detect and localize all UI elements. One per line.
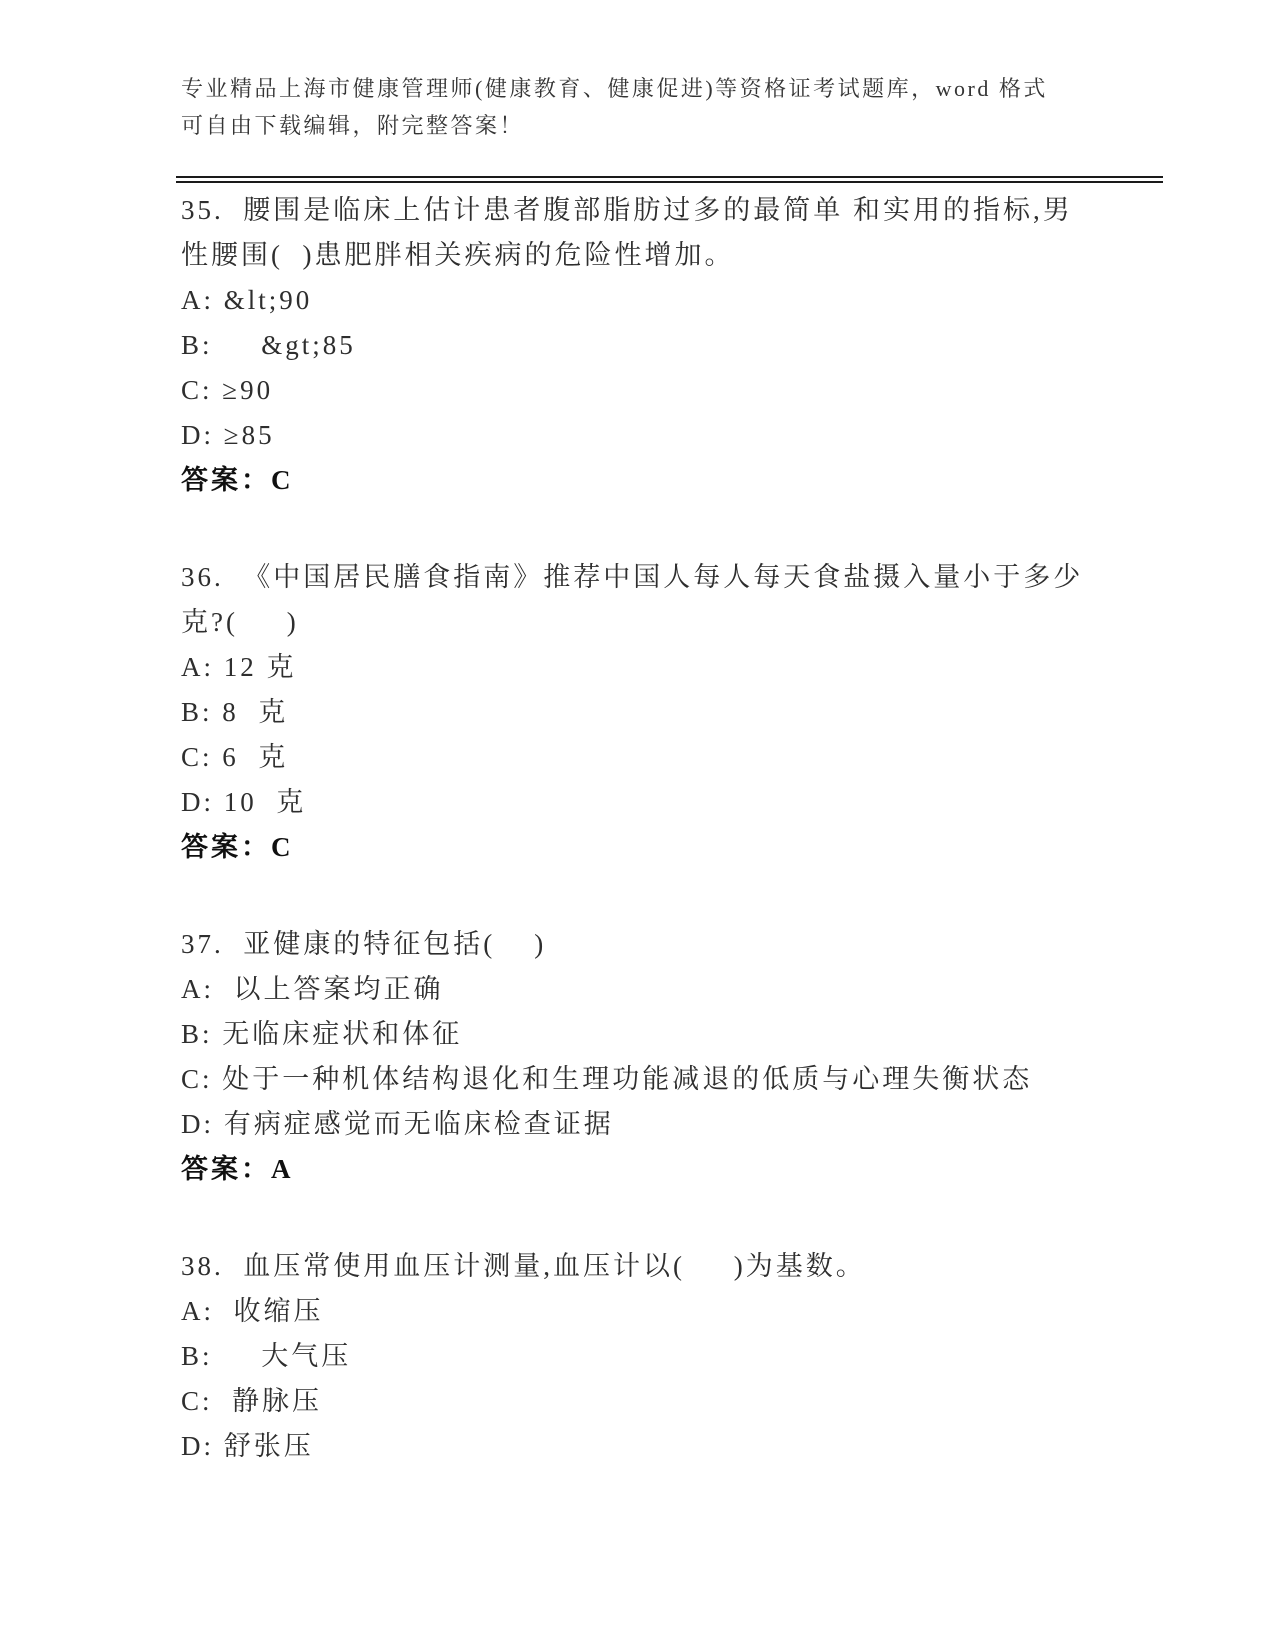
option-line: C: 静脉压 xyxy=(181,1386,323,1416)
question-title-line: 37. 亚健康的特征包括( ) xyxy=(181,929,547,959)
option-line: A: 以上答案均正确 xyxy=(181,974,444,1004)
answer-value: C xyxy=(271,832,294,862)
question-block-36 xyxy=(181,555,1141,870)
question-block-38 xyxy=(181,1244,1141,1469)
option-line: D: 有病症感觉而无临床检查证据 xyxy=(181,1109,614,1139)
option-line: B: 无临床症状和体征 xyxy=(181,1019,463,1049)
option-line: C: 6 克 xyxy=(181,742,289,772)
header-line-1: 专业精品上海市健康管理师(健康教育、健康促进)等资格证考试题库，word 格式 xyxy=(181,76,1048,101)
option-line: A: &lt;90 xyxy=(181,285,313,315)
answer-line xyxy=(181,458,1141,503)
option-line: D: 舒张压 xyxy=(181,1431,314,1461)
option-line: D: ≥85 xyxy=(181,420,275,450)
question-block-35 xyxy=(181,188,1141,503)
question-block-37 xyxy=(181,922,1141,1192)
answer-line xyxy=(181,1147,1141,1192)
page-header xyxy=(181,70,1121,144)
option-line: B: 大气压 xyxy=(181,1341,352,1371)
option-line: B: 8 克 xyxy=(181,697,289,727)
option-line: C: 处于一种机体结构退化和生理功能减退的低质与心理失衡状态 xyxy=(181,1064,1033,1094)
header-line-2: 可自由下载编辑，附完整答案！ xyxy=(181,113,525,138)
answer-line xyxy=(181,825,1141,870)
option-line: D: 10 克 xyxy=(181,787,307,817)
answer-value: A xyxy=(271,1154,294,1184)
question-title-line: 克?( ) xyxy=(181,607,299,637)
answer-value: C xyxy=(271,465,294,495)
answer-label: 答案： xyxy=(181,465,271,495)
question-title-line: 35. 腰围是临床上估计患者腹部脂肪过多的最简单 和实用的指标,男 xyxy=(181,195,1073,225)
question-title-line: 性腰围( )患肥胖相关疾病的危险性增加。 xyxy=(181,240,735,270)
header-rule xyxy=(176,176,1163,183)
option-line: A: 收缩压 xyxy=(181,1296,324,1326)
answer-label: 答案： xyxy=(181,1154,271,1184)
option-line: C: ≥90 xyxy=(181,375,274,405)
option-line: A: 12 克 xyxy=(181,652,297,682)
question-title-line: 38. 血压常使用血压计测量,血压计以( )为基数。 xyxy=(181,1251,866,1281)
answer-label: 答案： xyxy=(181,832,271,862)
option-line: B: &gt;85 xyxy=(181,330,356,360)
question-title-line: 36. 《中国居民膳食指南》推荐中国人每人每天食盐摄入量小于多少 xyxy=(181,562,1084,592)
questions-area xyxy=(181,188,1141,1469)
